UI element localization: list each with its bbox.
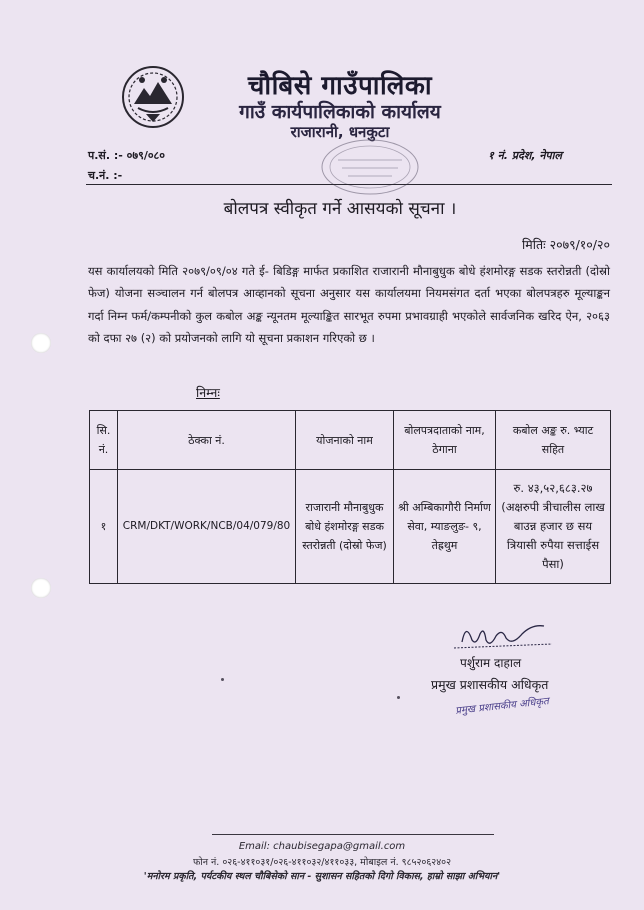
government-emblem-icon: [120, 64, 186, 130]
punch-hole-bottom: [31, 578, 51, 598]
organization-name: चौबिसे गाउँपालिका: [247, 71, 433, 101]
cell-contract-no: CRM/DKT/WORK/NCB/04/079/80: [118, 470, 296, 584]
reference-number: प.सं. :- ०७९/०८०: [88, 149, 166, 162]
header-divider: [86, 184, 612, 185]
header-contract-no: ठेक्का नं.: [118, 411, 296, 470]
bid-table: [89, 410, 611, 584]
signatory-stamp: प्रमुख प्रशासकीय अधिकृत: [454, 696, 550, 717]
signatory-name: पर्शुराम दाहाल: [460, 656, 522, 670]
organization-office: गाउँ कार्यपालिकाको कार्यालय: [239, 101, 441, 123]
footer-divider: [212, 834, 494, 835]
cell-serial: १: [90, 470, 118, 584]
cell-project-name: राजारानी मौनाबुधुक बोधे हंशमोरङ्ग सडक स्तरोन्नती (दोस्रो फेज): [296, 470, 394, 584]
list-heading: निम्नः: [196, 385, 220, 400]
office-stamp-icon: [318, 136, 422, 198]
header-project-name: योजनाको नाम: [296, 411, 394, 470]
notice-date: मितिः २०७९/१०/२०: [522, 237, 610, 252]
punch-hole-top: [31, 333, 51, 353]
organization-address: राजारानी, धनकुटा: [290, 123, 390, 141]
cell-bidder: श्री अम्बिकागौरी निर्माण सेवा, म्याङलुङ- ९, तेह्रथुम: [394, 470, 496, 584]
table-header-row: [90, 411, 611, 470]
footer-email: Email: chaubisegapa@gmail.com: [238, 841, 406, 852]
notice-body: यस कार्यालयको मिति २०७९/०९/०४ गते ई- बिडिङ्ग मार्फत प्रकाशित राजारानी मौनाबुधुक बोधे हंशमोरङ्ग सडक स्तरोन्नती (दोस्रो फेज) योजना सञ्चालन गर्न बोलपत्र आव्हानको सूचना अनुसार यस कार्यालयमा नियमसंगत दर्ता भएका बोलपत्रहरु मूल्याङ्कन गर्दा निम्न फर्म/कम्पनीको कुल कबोल अङ्क न्यूनतम मूल्याङ्कित सारभूत रुपमा प्रभावग्राही भएकोले सार्वजनिक खरिद ऐन, २०६३ को दफा २७ (२) को प्रयोजनको लागि यो सूचना प्रकाशन गरिएको छ ।: [88, 264, 610, 345]
paper-speck: [221, 678, 224, 681]
dispatch-number: च.नं. :-: [88, 169, 123, 182]
footer-phone: फोन नं. ०२६-४११०३१/०२६-४११०३२/४११०३३, मोबाइल नं. ९८५२०६२४०२: [192, 857, 452, 868]
paper-speck: [397, 696, 400, 699]
province-label: १ नं. प्रदेश, नेपाल: [488, 149, 562, 162]
header-amount: कबोल अङ्क रु. भ्याट सहित: [496, 411, 611, 470]
table-row: [90, 470, 611, 584]
header-serial: सि. नं.: [90, 411, 118, 470]
footer-slogan: 'मनोरम प्रकृति, पर्यटकीय स्थल चौबिसेको सान - सुशासन सहितको दिगो विकास, हाम्रो साझा अभियान': [143, 871, 501, 882]
signatory-title: प्रमुख प्रशासकीय अधिकृत: [431, 677, 549, 692]
cell-amount: रु. ४३,५२,६८३.२७ (अक्षरुपी त्रीचालीस लाख बाउन्न हजार छ सय त्रियासी रुपैया सत्ताईस पैसा): [496, 470, 611, 584]
header-bidder: बोलपत्रदाताको नाम, ठेगाना: [394, 411, 496, 470]
signature-icon: [440, 612, 560, 656]
notice-title: बोलपत्र स्वीकृत गर्ने आसयको सूचना ।: [223, 199, 457, 219]
